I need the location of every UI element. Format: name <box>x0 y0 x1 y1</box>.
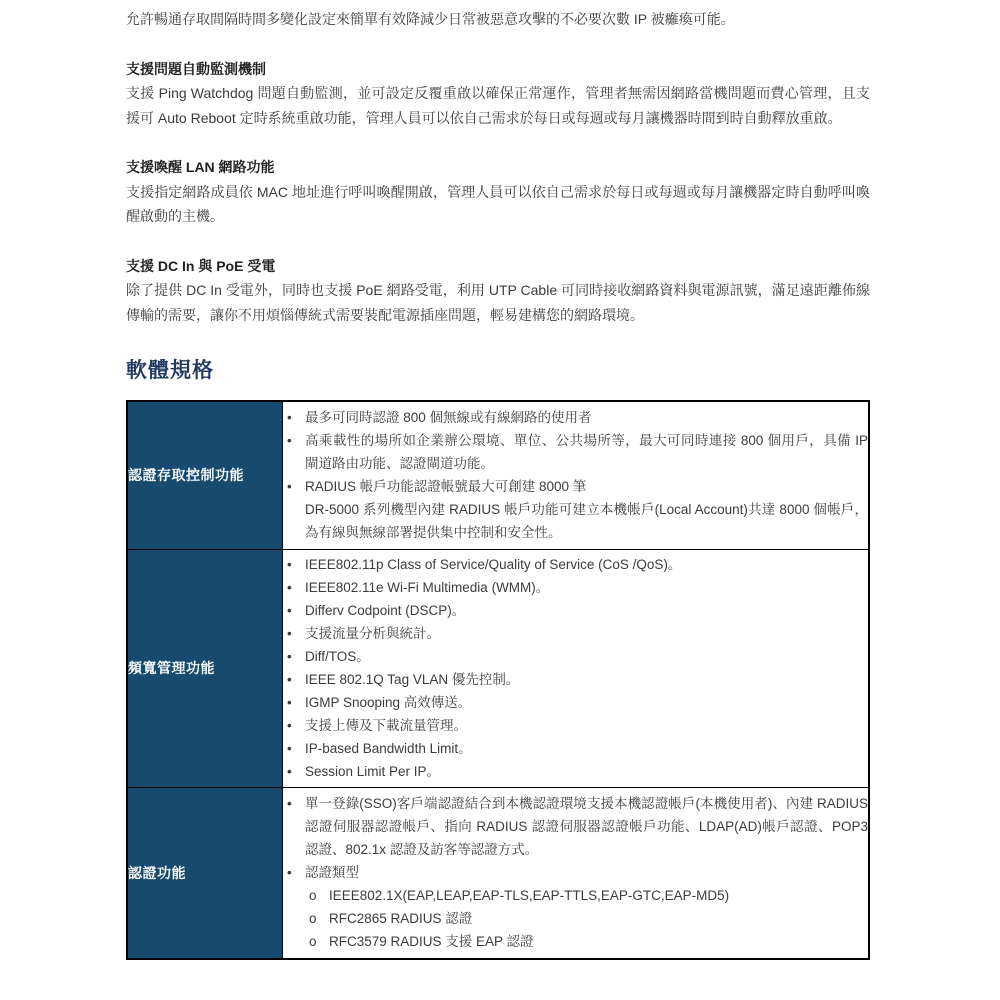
spec-row-content <box>283 549 870 787</box>
spec-item <box>283 498 868 544</box>
spec-row-label: 認證功能 <box>127 787 283 959</box>
spec-item <box>283 861 868 884</box>
spec-heading: 軟體規格 <box>126 359 214 382</box>
spec-item-text: IEEE802.1X(EAP,LEAP,EAP-TLS,EAP-TTLS,EAP-GTC,EAP-MD5) <box>329 888 730 904</box>
spec-item <box>283 907 868 930</box>
spec-item-text: 最多可同時認證 800 個無線或有線網路的使用者 <box>305 410 592 426</box>
spec-item <box>283 884 868 907</box>
spec-item <box>283 714 868 737</box>
spec-item <box>283 930 868 953</box>
section-body: 支援 Ping Watchdog 問題自動監測，並可設定反覆重啟以確保正常運作，管理者無需因網路當機問題而費心管理，且支援可 Auto Reboot 定時系統重啟功能，管理人員可以依自己需求於每日或每週或每月讓機器時間到時自動釋放重啟。 <box>126 85 870 126</box>
spec-item <box>283 691 868 714</box>
bullet-icon: • <box>287 764 292 779</box>
bullet-icon: • <box>287 649 292 664</box>
spec-item <box>283 760 868 783</box>
spec-item <box>283 553 868 576</box>
spec-item <box>283 599 868 622</box>
section-auto-monitoring <box>126 57 870 131</box>
spec-item-text: 認證類型 <box>305 865 359 881</box>
spec-item-text: Session Limit Per IP。 <box>305 764 441 779</box>
spec-table-body <box>127 401 869 959</box>
bullet-icon: • <box>287 796 292 812</box>
circle-bullet-icon: o <box>309 934 317 950</box>
spec-item-text: 支援流量分析與統計。 <box>305 626 440 641</box>
spec-item <box>283 792 868 861</box>
bullet-icon: • <box>287 603 292 618</box>
section-body: 支援指定網路成員依 MAC 地址進行呼叫喚醒開啟，管理人員可以依自己需求於每日或每週或每月讓機器定時自動呼叫喚醒啟動的主機。 <box>126 183 870 224</box>
bullet-icon: • <box>287 557 292 572</box>
section-title: 支援 DC In 與 PoE 受電 <box>126 257 276 274</box>
spec-item-text: IP-based Bandwidth Limit。 <box>305 741 472 756</box>
spec-table-row <box>127 549 869 787</box>
bullet-icon: • <box>287 741 292 756</box>
spec-item-text: RFC3579 RADIUS 支援 EAP 認證 <box>329 934 534 950</box>
spec-row-content <box>283 787 870 959</box>
spec-item-text: Diff/TOS。 <box>305 649 370 664</box>
section-title: 支援問題自動監測機制 <box>126 60 266 77</box>
bullet-icon: • <box>287 672 292 687</box>
spec-row-label: 認證存取控制功能 <box>127 401 283 549</box>
spec-item-text: 單一登錄(SSO)客戶端認證結合到本機認證環境支援本機認證帳戶(本機使用者)、內建 RADIUS 認證伺服器認證帳戶、指向 RADIUS 認證伺服器認證帳戶功能、LDAP(AD)帳戶認證、POP3 認證、802.1x 認證及訪客等認證方式。 <box>305 796 868 858</box>
bullet-icon: • <box>287 865 292 881</box>
bullet-icon: • <box>287 718 292 733</box>
spec-table <box>126 400 870 960</box>
section-dc-in-poe <box>126 254 870 328</box>
bullet-icon: • <box>287 695 292 710</box>
bullet-icon: • <box>287 433 292 449</box>
spec-item-text: DR-5000 系列機型內建 RADIUS 帳戶功能可建立本機帳戶(Local Account)共達 8000 個帳戶，為有線與無線部署提供集中控制和安全性。 <box>305 502 868 541</box>
circle-bullet-icon: o <box>309 911 317 927</box>
spec-item <box>283 406 868 429</box>
bullet-icon: • <box>287 479 292 495</box>
bullet-icon: • <box>287 410 292 426</box>
spec-row-content <box>283 401 870 549</box>
spec-table-row <box>127 787 869 959</box>
spec-item <box>283 576 868 599</box>
circle-bullet-icon: o <box>309 888 317 904</box>
spec-table-row <box>127 401 869 549</box>
spec-item <box>283 622 868 645</box>
section-body: 除了提供 DC In 受電外，同時也支援 PoE 網路受電，利用 UTP Cable 可同時接收網路資料與電源訊號，滿足遠距離佈線傳輸的需要，讓你不用煩惱傳統式需要裝配電源插座問題，輕易建構您的網路環境。 <box>126 282 870 323</box>
spec-item-text: 支援上傳及下載流量管理。 <box>305 718 467 733</box>
section-title: 支援喚醒 LAN 網路功能 <box>126 159 275 175</box>
spec-item-text: IEEE802.11p Class of Service/Quality of Service (CoS /QoS)。 <box>305 557 682 572</box>
spec-item <box>283 645 868 668</box>
spec-row-label: 頻寬管理功能 <box>127 549 283 787</box>
intro-paragraph: 允許暢通存取間隔時間多變化設定來簡單有效降減少日常被惡意攻擊的不必要次數 IP 被癱瘓可能。 <box>126 11 735 27</box>
spec-item-text: RADIUS 帳戶功能認證帳號最大可創建 8000 筆 <box>305 479 587 495</box>
bullet-icon: • <box>287 626 292 641</box>
spec-item <box>283 737 868 760</box>
spec-item <box>283 429 868 475</box>
spec-item-text: RFC2865 RADIUS 認證 <box>329 911 473 927</box>
spec-item-text: Differv Codpoint (DSCP)。 <box>305 603 466 618</box>
bullet-icon: • <box>287 580 292 595</box>
spec-item-text: 高乘載性的場所如企業辦公環境、單位、公共場所等，最大可同時連接 800 個用戶，具備 IP 閘道路由功能、認證閘道功能。 <box>305 433 868 472</box>
spec-item-text: IEEE802.11e Wi-Fi Multimedia (WMM)。 <box>305 580 550 595</box>
section-wake-on-lan <box>126 155 870 229</box>
spec-item <box>283 668 868 691</box>
spec-item-text: IGMP Snooping 高效傳送。 <box>305 695 472 710</box>
spec-item-text: IEEE 802.1Q Tag VLAN 優先控制。 <box>305 672 520 687</box>
spec-item <box>283 475 868 498</box>
